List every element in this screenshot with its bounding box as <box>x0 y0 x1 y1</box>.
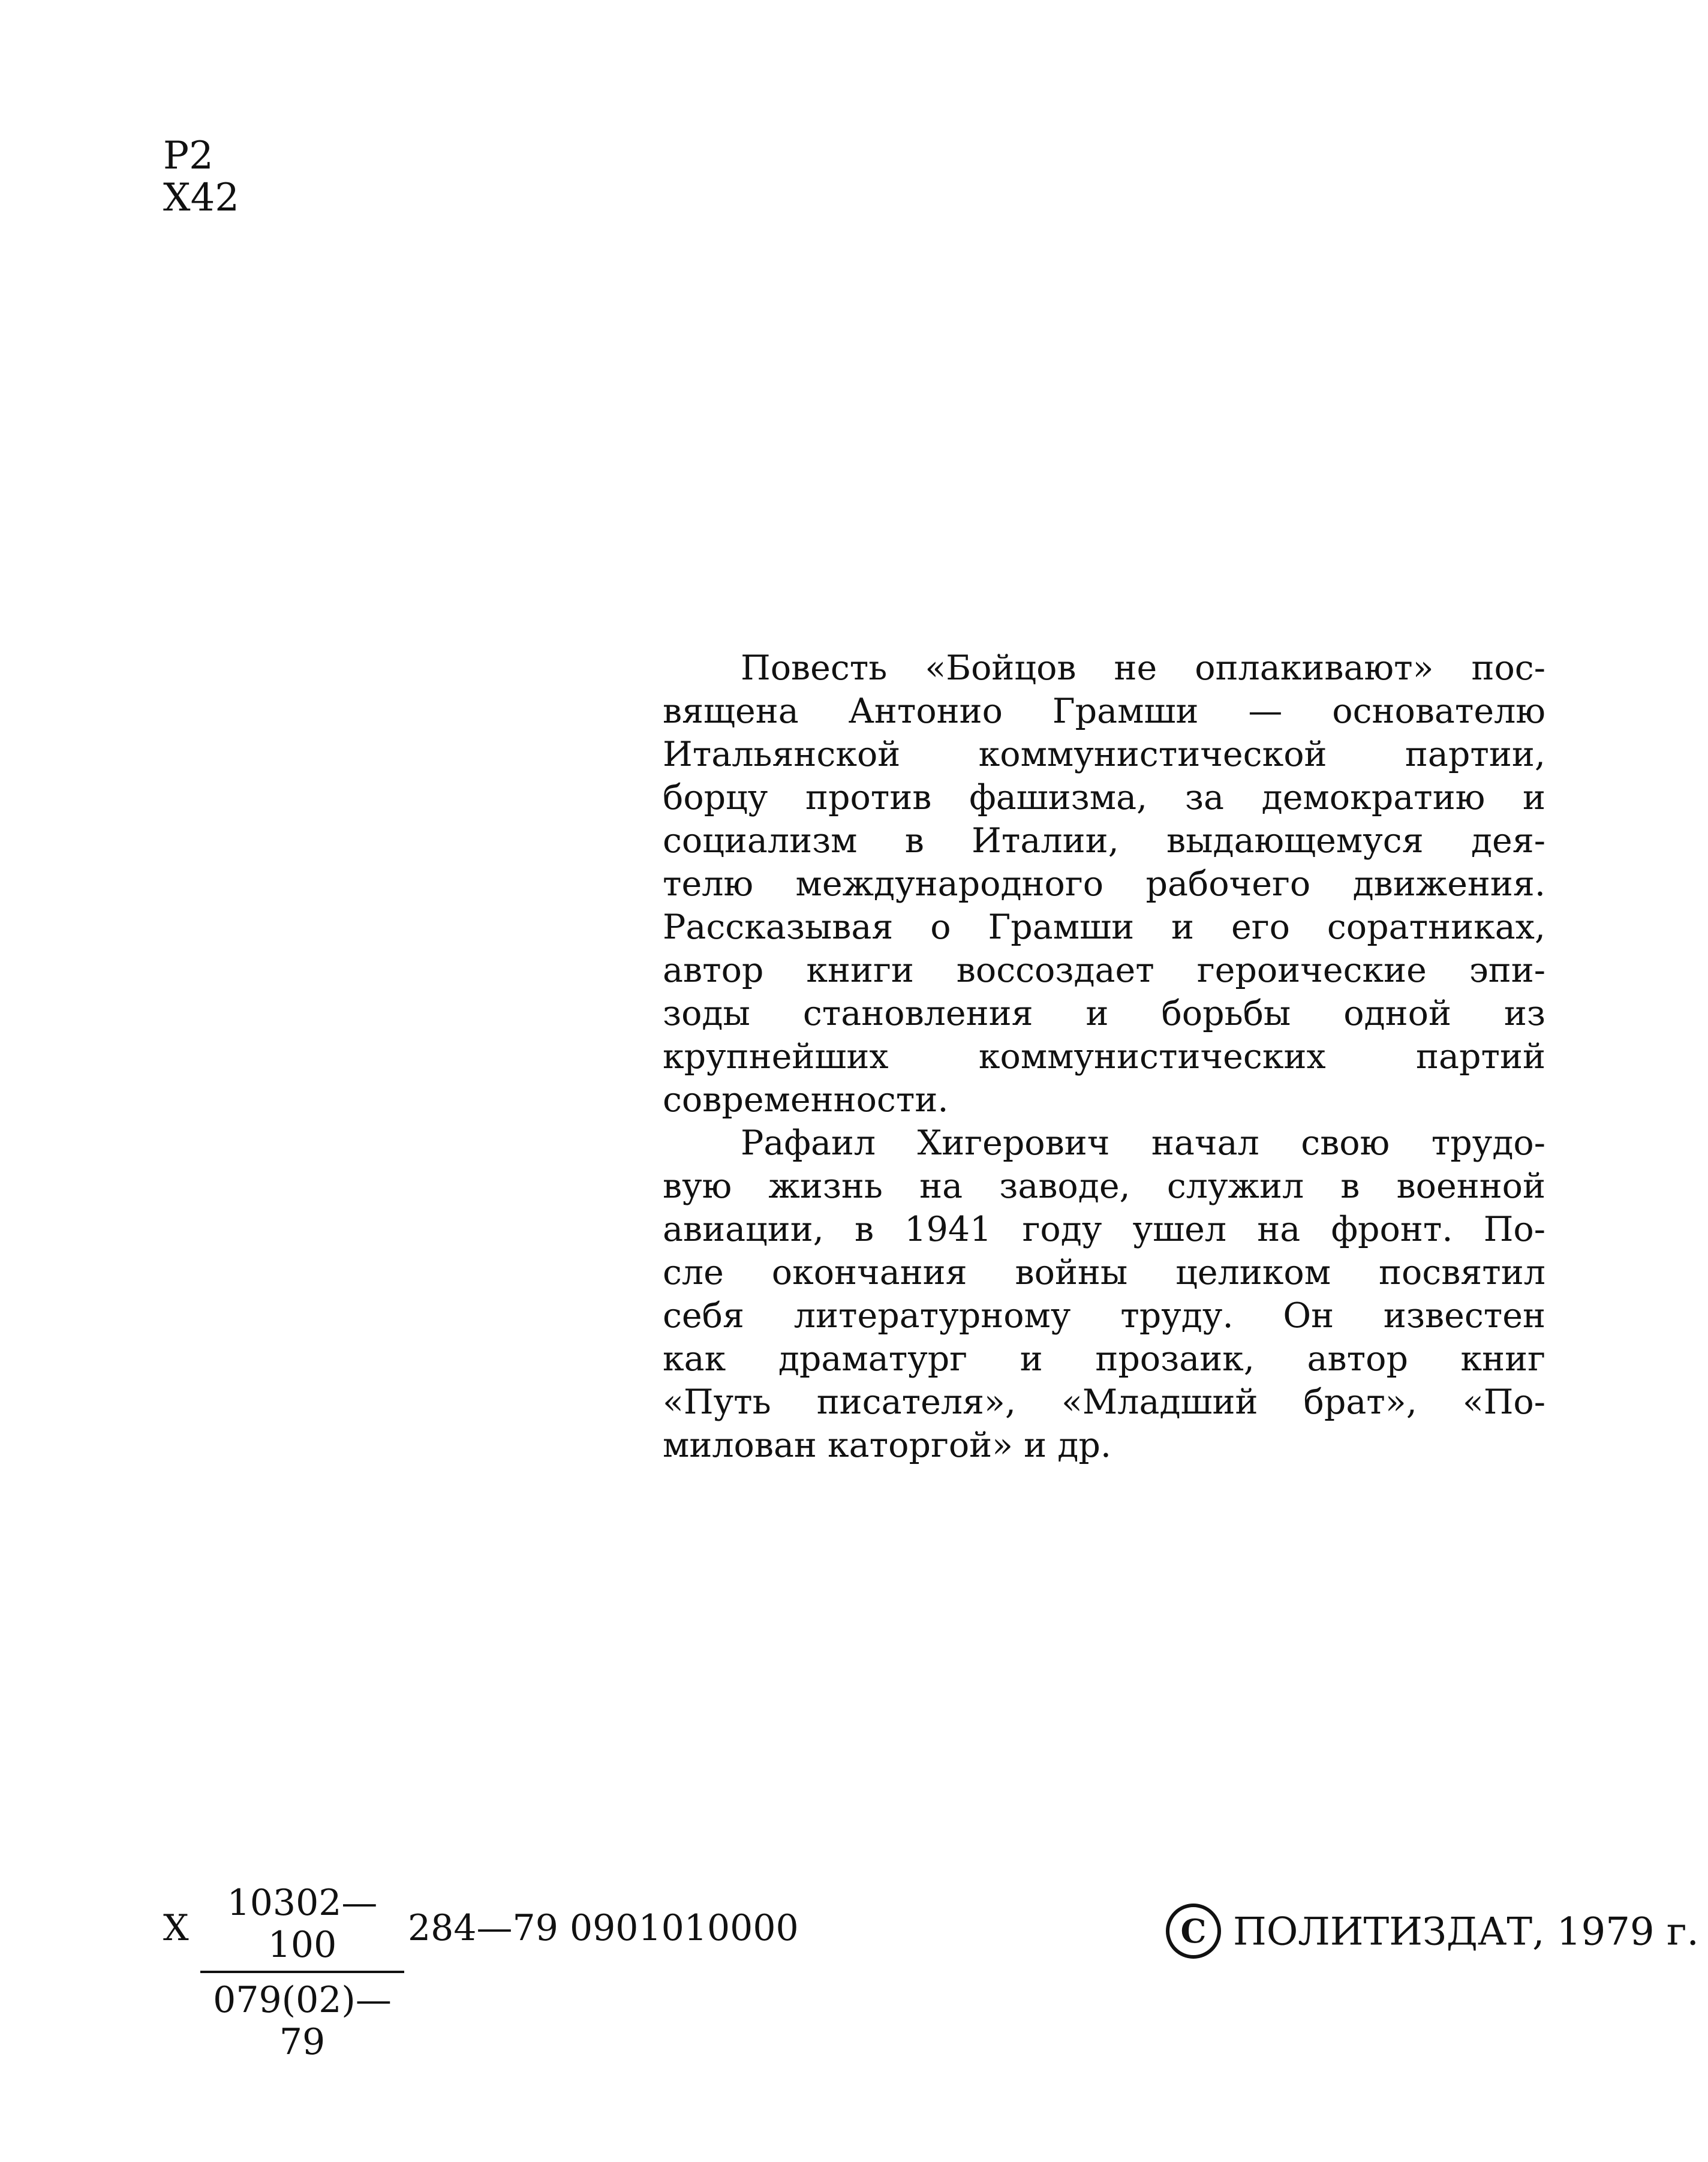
annotation-paragraph-2 <box>663 1121 1545 1467</box>
annotation-paragraph-1 <box>663 647 1545 1121</box>
author-mark: Х42 <box>163 176 239 220</box>
text-line: Итальянской коммунистической партии, <box>663 735 1545 774</box>
bbk-code: Р2 <box>163 134 214 178</box>
annotation <box>663 647 1545 1467</box>
text-line: «Путь писателя», «Младший брат», «По- <box>663 1382 1545 1422</box>
publisher-name: ПОЛИТИЗДАТ, 1979 г. <box>1233 1910 1699 1954</box>
text-line: Рафаил Хигерович начал свою трудо- <box>741 1123 1545 1163</box>
bbk-index <box>163 135 239 219</box>
text-line: сле окончания войны целиком посвятил <box>663 1253 1545 1292</box>
fraction-denominator: 079(02)—79 <box>213 1979 392 2063</box>
index-fraction <box>200 1882 404 2063</box>
fraction-numerator: 10302—100 <box>227 1882 378 1966</box>
index-code: 284—79 0901010000 <box>408 1907 799 1949</box>
text-line: телю международного рабочего движения. <box>663 864 1545 904</box>
text-line: себя литературному труду. Он известен <box>663 1296 1545 1336</box>
fraction-bar <box>200 1971 404 1973</box>
text-line: социализм в Италии, выдающемуся дея- <box>663 821 1545 861</box>
index-letter: Х <box>163 1907 189 1949</box>
imprint-line <box>163 1882 1699 2063</box>
text-line: борцу против фашизма, за демократию и <box>663 778 1545 817</box>
text-line: автор книги воссоздает героические эпи- <box>663 951 1545 990</box>
text-line: вящена Антонио Грамши — основателю <box>663 691 1545 731</box>
text-line: зоды становления и борьбы одной из <box>663 994 1545 1033</box>
text-line: Рассказывая о Грамши и его соратниках, <box>663 907 1545 947</box>
copyright-notice <box>1166 1907 1699 1962</box>
text-line: милован каторгой» и др. <box>663 1426 1111 1465</box>
text-line: как драматург и прозаик, автор книг <box>663 1339 1545 1379</box>
text-line: крупнейших коммунистических партий <box>663 1037 1545 1077</box>
text-line: современности. <box>663 1080 949 1120</box>
text-line: вую жизнь на заводе, служил в военной <box>663 1166 1545 1206</box>
copyright-icon: C <box>1166 1904 1221 1959</box>
text-line: авиации, в 1941 году ушел на фронт. По- <box>663 1210 1545 1249</box>
text-line: Повесть «Бойцов не оплакивают» пос- <box>741 648 1545 688</box>
